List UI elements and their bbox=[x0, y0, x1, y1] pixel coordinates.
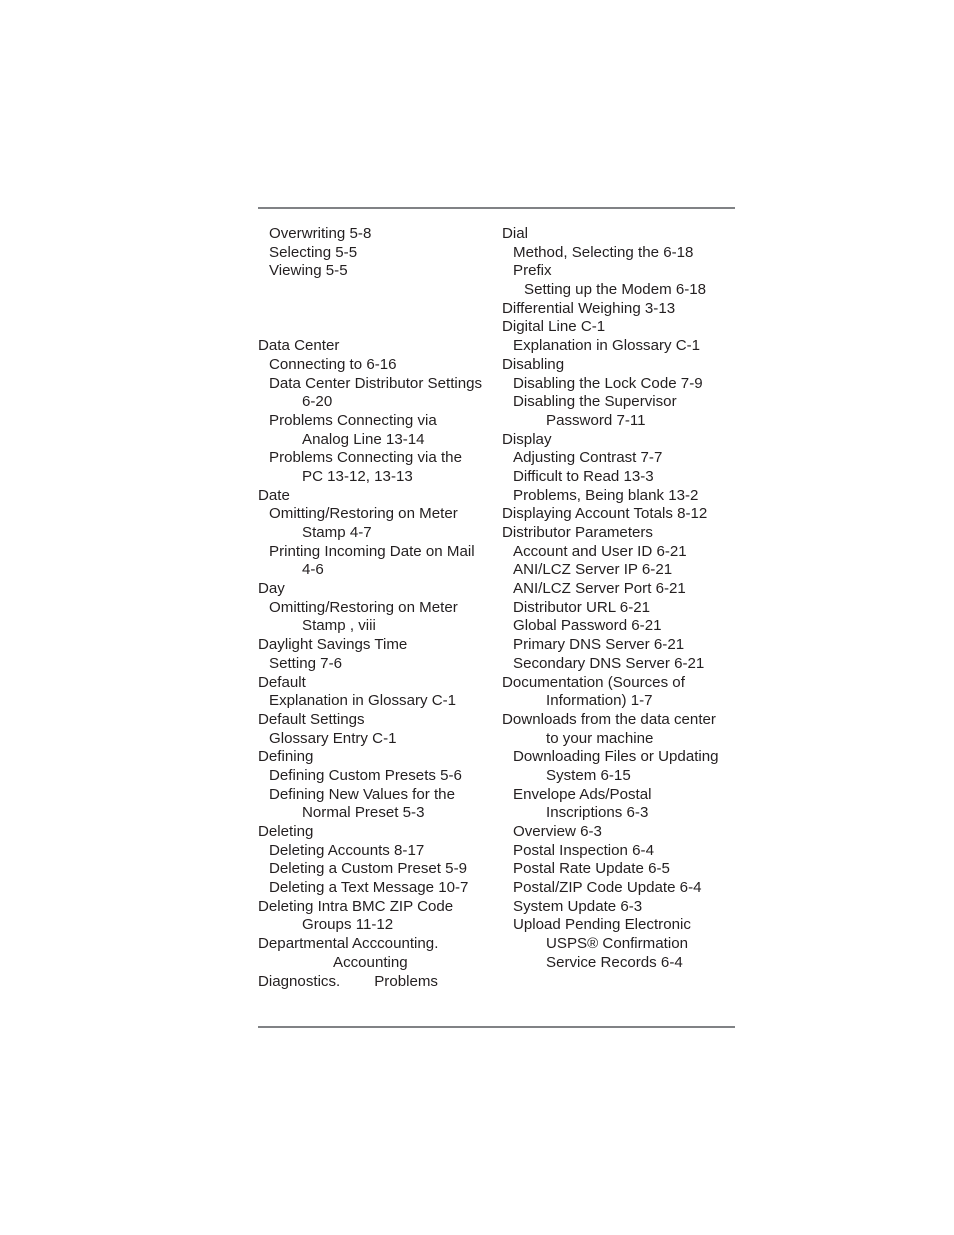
index-entry: Groups 11-12 bbox=[302, 916, 394, 934]
index-entry: Difficult to Read 13-3 bbox=[513, 467, 654, 485]
index-entry: Deleting Accounts 8-17 bbox=[269, 841, 425, 859]
index-column-right bbox=[502, 225, 735, 973]
index-entry: Viewing 5-5 bbox=[269, 262, 348, 280]
index-entry: Stamp 4-7 bbox=[302, 524, 372, 541]
index-entry: Explanation in Glossary C-1 bbox=[513, 337, 701, 355]
blank-line bbox=[258, 300, 494, 319]
index-entry: Information) 1-7 bbox=[546, 692, 653, 710]
index-entry: Deleting a Custom Preset 5-9 bbox=[269, 860, 467, 878]
index-entry: Problems, Being blank 13-2 bbox=[513, 486, 699, 504]
index-entry: Stamp , viii bbox=[302, 617, 376, 635]
index-entry: Disabling the Supervisor bbox=[513, 393, 677, 411]
index-entry: Problems Connecting via the bbox=[269, 449, 462, 467]
index-entry: Prefix bbox=[513, 262, 552, 280]
index-entry: Documentation (Sources of bbox=[502, 673, 685, 691]
index-entry: Downloads from the data center bbox=[502, 710, 716, 728]
index-entry: Glossary Entry C-1 bbox=[269, 729, 397, 747]
index-entry: Postal Inspection 6-4 bbox=[513, 841, 654, 859]
index-entry: ANI/LCZ Server Port 6-21 bbox=[513, 580, 686, 598]
index-entry: Secondary DNS Server 6-21 bbox=[513, 654, 705, 672]
index-entry: Defining New Values for the bbox=[269, 785, 455, 803]
index-entry: Deleting a Text Message 10-7 bbox=[269, 879, 469, 897]
index-entry bbox=[258, 973, 494, 992]
index-entry: Omitting/Restoring on Meter bbox=[269, 598, 458, 616]
index-entry: Overview 6-3 bbox=[513, 823, 602, 840]
index-entry: Explanation in Glossary C-1 bbox=[269, 692, 457, 710]
index-entry: System Update 6-3 bbox=[513, 897, 643, 915]
index-entry: Disabling bbox=[502, 355, 565, 373]
index-entry-ref: Problems bbox=[374, 972, 438, 990]
index-entry: Data Center bbox=[258, 337, 340, 355]
index-entry: to your machine bbox=[546, 729, 654, 747]
index-entry: Daylight Savings Time bbox=[258, 636, 408, 654]
index-entry: Selecting 5-5 bbox=[269, 243, 358, 261]
index-entry: Date bbox=[258, 486, 290, 504]
index-entry: Password 7-11 bbox=[546, 411, 646, 429]
index-entry: ANI/LCZ Server IP 6-21 bbox=[513, 561, 673, 579]
index-entry: Problems Connecting via bbox=[269, 411, 437, 429]
index-entry-head: Diagnostics. bbox=[258, 972, 341, 990]
index-entry: Global Password 6-21 bbox=[513, 617, 662, 635]
index-entry: Postal/ZIP Code Update 6-4 bbox=[513, 879, 702, 897]
index-entry: Display bbox=[502, 430, 552, 448]
index-entry: Postal Rate Update 6-5 bbox=[513, 860, 670, 878]
index-entry: Distributor Parameters bbox=[502, 524, 653, 541]
top-rule bbox=[258, 207, 735, 209]
index-entry: Default bbox=[258, 673, 306, 691]
index-entry: Inscriptions 6-3 bbox=[546, 804, 649, 822]
index-entry: Omitting/Restoring on Meter bbox=[269, 505, 458, 523]
index-entry: Default Settings bbox=[258, 710, 365, 728]
index-entry: Setting 7-6 bbox=[269, 654, 342, 672]
index-entry: 6-20 bbox=[302, 393, 333, 411]
index-entry: Upload Pending Electronic bbox=[513, 916, 691, 934]
index-entry: Normal Preset 5-3 bbox=[302, 804, 425, 822]
index-entry: Adjusting Contrast 7-7 bbox=[513, 449, 663, 467]
index-entry: USPS® Confirmation bbox=[546, 935, 688, 953]
blank-line bbox=[258, 281, 494, 300]
index-entry: Account and User ID 6-21 bbox=[513, 542, 687, 560]
index-entry: Displaying Account Totals 8-12 bbox=[502, 505, 708, 523]
index-column-left bbox=[258, 225, 494, 991]
index-entry: PC 13-12, 13-13 bbox=[302, 467, 413, 485]
index-entry: Differential Weighing 3-13 bbox=[502, 299, 676, 317]
index-entry: Analog Line 13-14 bbox=[302, 430, 425, 448]
index-entry: Disabling the Lock Code 7-9 bbox=[513, 374, 703, 392]
index-entry: Accounting bbox=[333, 953, 408, 971]
index-entry: Setting up the Modem 6-18 bbox=[524, 281, 707, 299]
index-entry: Downloading Files or Updating bbox=[513, 748, 719, 766]
index-entry: Defining Custom Presets 5-6 bbox=[269, 766, 462, 784]
index-entry: Method, Selecting the 6-18 bbox=[513, 243, 694, 261]
index-entry: Primary DNS Server 6-21 bbox=[513, 636, 685, 654]
index-entry: Envelope Ads/Postal bbox=[513, 785, 652, 803]
index-entry: Digital Line C-1 bbox=[502, 318, 606, 336]
index-entry: Day bbox=[258, 580, 285, 598]
index-entry: System 6-15 bbox=[546, 766, 631, 784]
index-entry: Deleting Intra BMC ZIP Code bbox=[258, 897, 454, 915]
index-entry: 4-6 bbox=[302, 561, 324, 579]
index-entry: Printing Incoming Date on Mail bbox=[269, 542, 475, 560]
index-entry: Deleting bbox=[258, 823, 314, 840]
bottom-rule bbox=[258, 1026, 735, 1028]
index-entry: Data Center Distributor Settings bbox=[269, 374, 483, 392]
index-entry: Distributor URL 6-21 bbox=[513, 598, 651, 616]
blank-line bbox=[258, 318, 494, 337]
index-entry: Defining bbox=[258, 748, 314, 766]
index-entry: Departmental Acccounting. bbox=[258, 935, 439, 953]
index-entry: Service Records 6-4 bbox=[546, 953, 683, 971]
index-entry: Connecting to 6-16 bbox=[269, 355, 397, 373]
index-entry: Overwriting 5-8 bbox=[269, 225, 372, 242]
index-entry: Dial bbox=[502, 225, 529, 242]
